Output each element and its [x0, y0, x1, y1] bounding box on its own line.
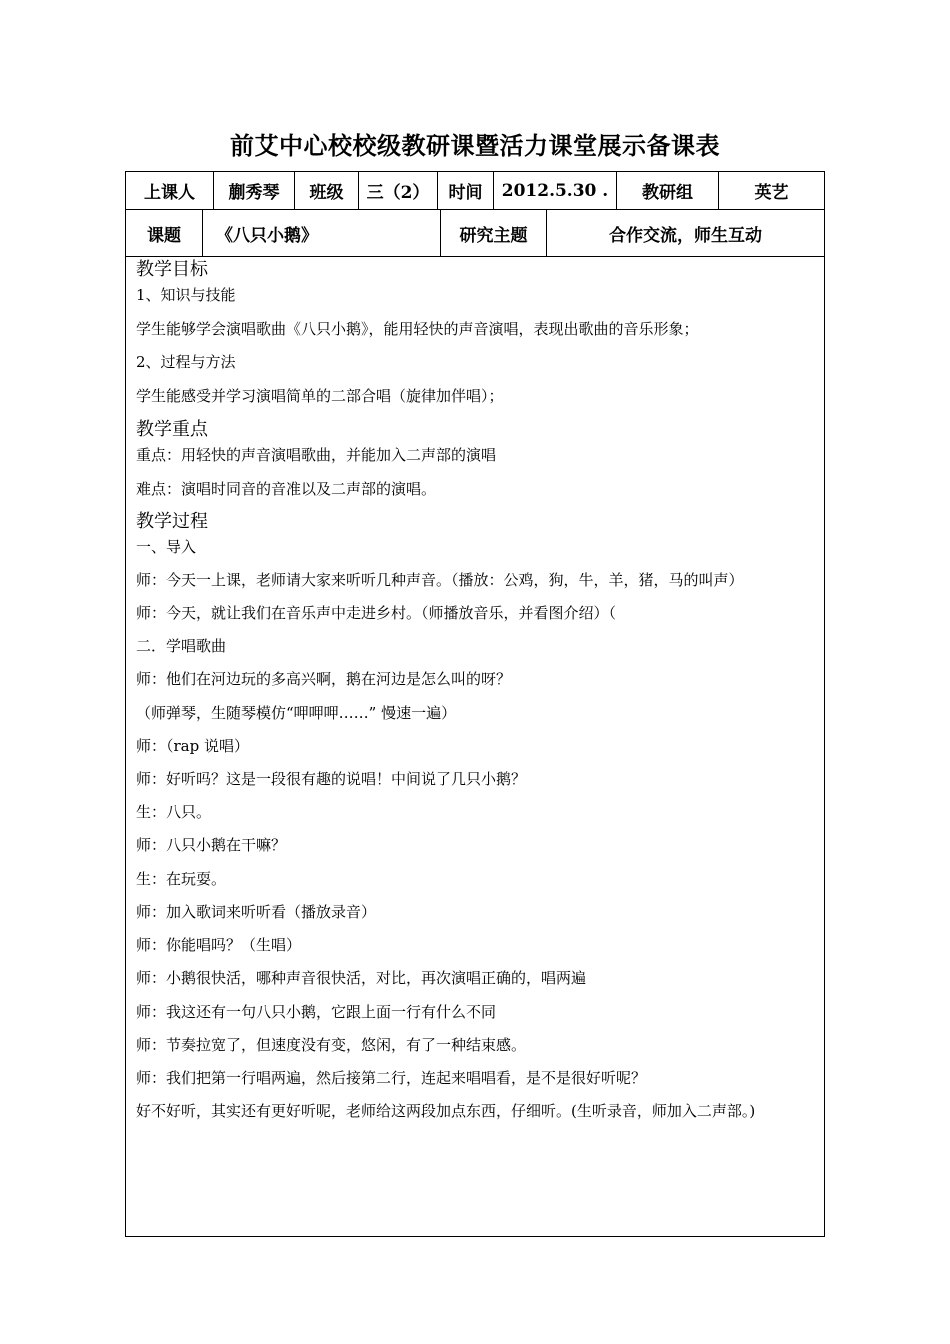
goals-heading: 教学目标: [136, 259, 208, 280]
theme-value: 合作交流，师生互动: [609, 225, 762, 246]
focus-heading: 教学重点: [136, 419, 208, 440]
process-line: 师：小鹅很快活，哪种声音很快活，对比，再次演唱正确的，唱两遍: [136, 969, 587, 987]
goals-line: 学生能够学会演唱歌曲《八只小鹅》，能用轻快的声音演唱，表现出歌曲的音乐形象；: [136, 320, 699, 338]
process-line: 师：今天一上课，老师请大家来听听几种声音。（播放：公鸡，狗，牛，羊，猪，马的叫声）: [136, 571, 744, 589]
process-line: 生：八只。: [136, 803, 212, 821]
theme-label: 研究主题: [459, 225, 528, 246]
class-value: 三（2）: [366, 183, 430, 203]
process-line: 生：在玩耍。: [136, 870, 227, 888]
topic-value: 《八只小鹅》: [216, 225, 318, 246]
lesson-plan-table: [125, 171, 825, 1237]
teacher-label: 上课人: [144, 183, 195, 203]
process-line: 二．学唱歌曲: [136, 637, 227, 655]
process-line: 师：节奏拉宽了，但速度没有变，悠闲，有了一种结束感。: [136, 1036, 527, 1054]
process-line: 师：你能唱吗？（生唱）: [136, 936, 302, 954]
col-divider: [202, 209, 203, 256]
process-line: 师：好听吗？这是一段很有趣的说唱！中间说了几只小鹅？: [136, 770, 527, 788]
goals-line: 学生能感受并学习演唱简单的二部合唱（旋律加伴唱）；: [136, 387, 504, 405]
process-line: 好不好听，其实还有更好听呢，老师给这两段加点东西，仔细听。(生听录音，师加入二声部。): [136, 1102, 756, 1120]
focus-line: 难点：演唱时同音的音准以及二声部的演唱。: [136, 480, 437, 498]
group-label: 教研组: [642, 183, 693, 203]
process-line: 师：他们在河边玩的多高兴啊，鹅在河边是怎么叫的呀？: [136, 670, 512, 688]
process-line: 一、导入: [136, 538, 197, 556]
focus-line: 重点：用轻快的声音演唱歌曲，并能加入二声部的演唱: [136, 446, 497, 464]
process-line: 师：（rap 说唱）: [136, 737, 249, 755]
time-value: 2012.5.30 .: [501, 180, 609, 201]
process-line: 师：我们把第一行唱两遍，然后接第二行，连起来唱唱看，是不是很好听呢？: [136, 1069, 647, 1087]
document-title: 前艾中心校校级教研课暨活力课堂展示备课表: [230, 131, 720, 160]
goals-line: 1、知识与技能: [136, 286, 236, 304]
teacher-value: 蒯秀琴: [228, 183, 280, 203]
class-label: 班级: [309, 183, 344, 203]
process-heading: 教学过程: [136, 511, 208, 532]
goals-line: 2、过程与方法: [136, 353, 236, 371]
topic-label: 课题: [147, 225, 181, 246]
process-line: 师：今天，就让我们在音乐声中走进乡村。（师播放音乐，并看图介绍）（: [136, 604, 617, 622]
process-line: 师：八只小鹅在干嘛？: [136, 836, 287, 854]
group-value: 英艺: [754, 183, 789, 203]
process-line: 师：加入歌词来听听看（播放录音）: [136, 903, 377, 921]
process-line: 师：我这还有一句八只小鹅，它跟上面一行有什么不同: [136, 1003, 497, 1021]
row-divider-2: [126, 256, 824, 257]
time-label: 时间: [448, 183, 483, 203]
process-line: （师弹琴，生随琴模仿“呷呷呷……” 慢速一遍）: [136, 704, 457, 722]
